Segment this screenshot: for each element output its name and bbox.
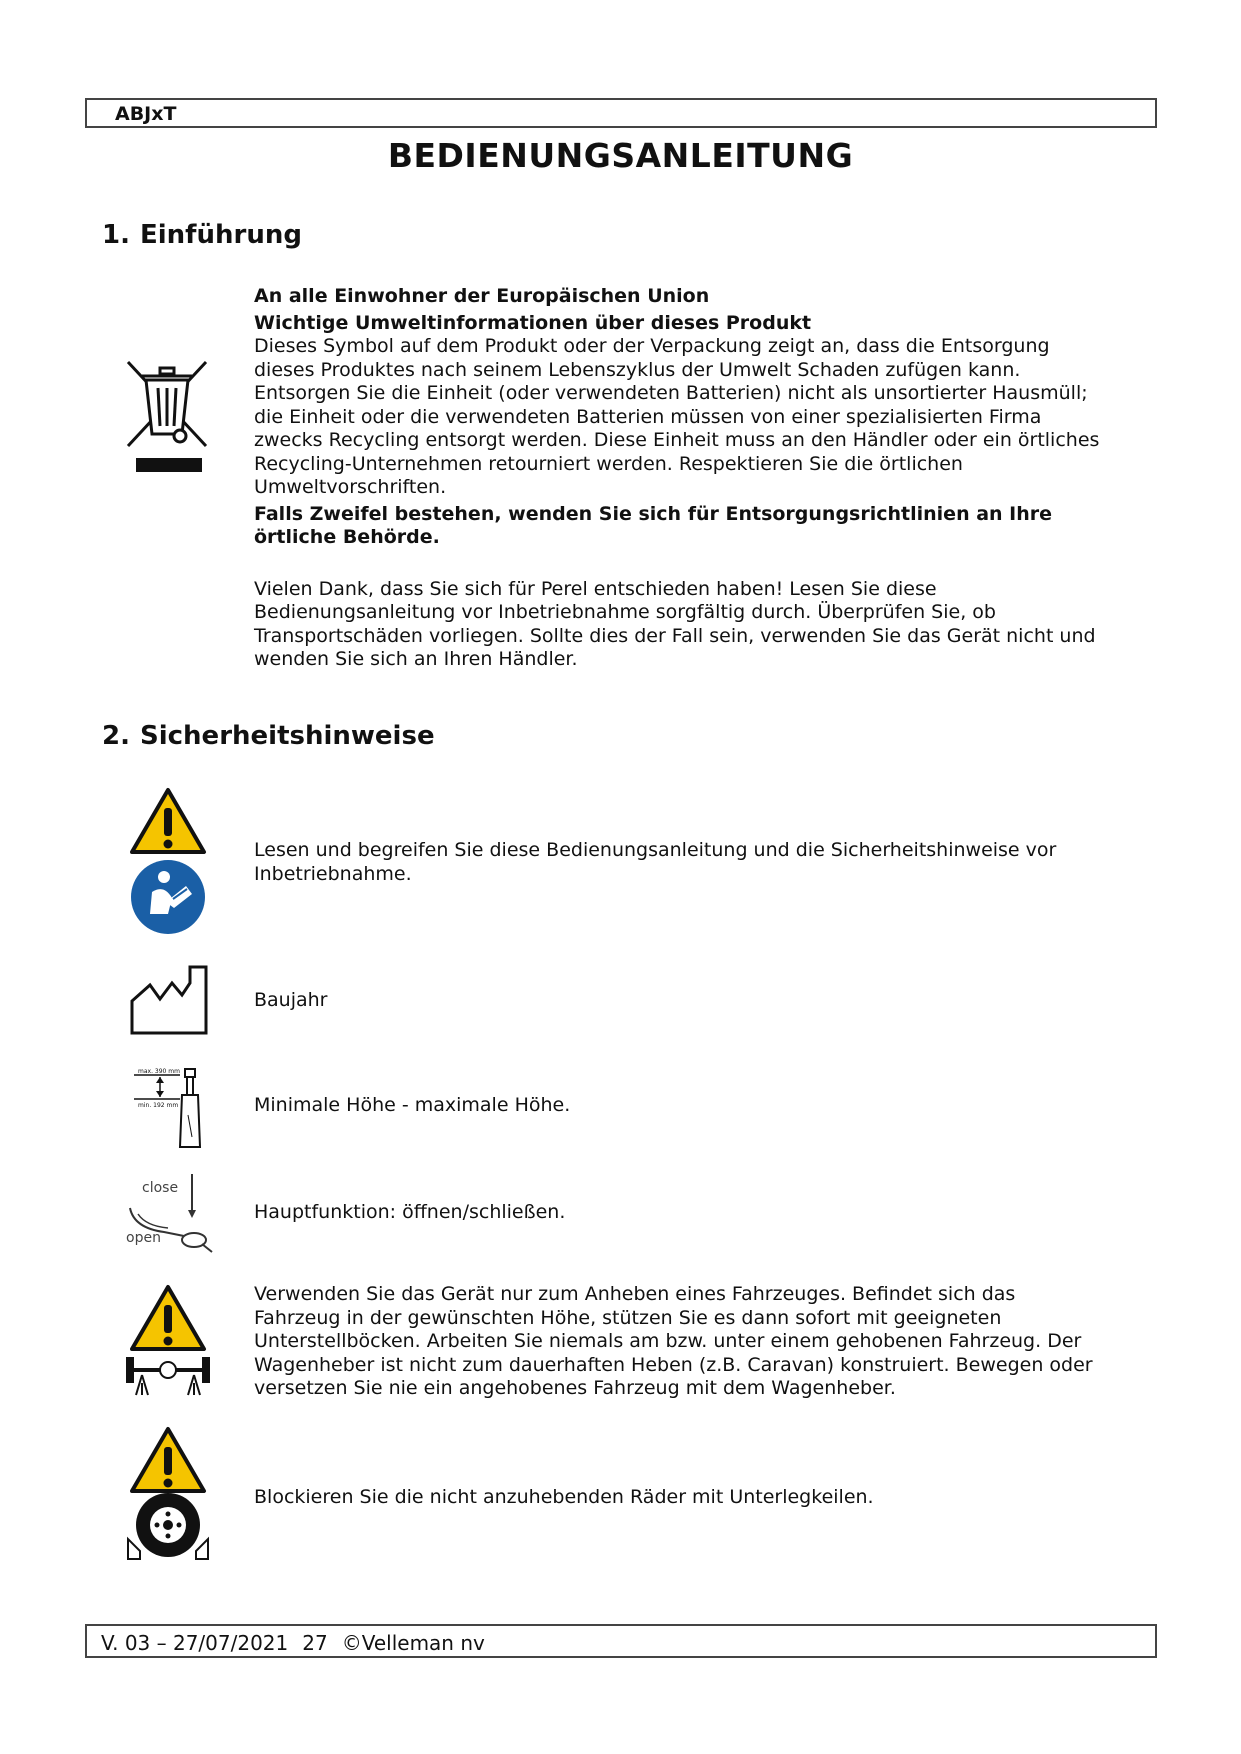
jack-height-icon [130, 1065, 212, 1151]
footer-text [101, 1631, 499, 1655]
header-box [85, 98, 1157, 128]
warning-and-read-manual-icon [128, 786, 208, 936]
warning-and-wheel-chock-icon [126, 1425, 212, 1561]
footer-box [85, 1624, 1157, 1658]
open-label: open [126, 1230, 161, 1246]
footer-page-number: 27 [302, 1631, 328, 1655]
safety-item-6-text: Blockieren Sie die nicht anzuhebenden Räder mit Unterlegkeilen. [254, 1486, 874, 1508]
safety-item-5-text: Verwenden Sie das Gerät nur zum Anheben eines Fahrzeuges. Befindet sich das Fahrzeug in der gewünschten Höhe, stützen Sie es dann sofort mit geeigneten Unterstellböcken. Arbeiten Sie niemals am bzw. unter einem gehobenen Fahrzeug. Der Wagenheber ist nicht zum dauerhaften Heben (z.B. Caravan) konstruiert. Bewegen oder versetzen Sie nie ein angehobenes Fahrzeug mit dem Wagenheber. [254, 1283, 1093, 1399]
footer-copyright: ©Velleman nv [341, 1631, 485, 1655]
warning-and-vehicle-support-icon [122, 1283, 214, 1401]
safety-item-3-text: Minimale Höhe - maximale Höhe. [254, 1094, 571, 1116]
safety-item-1-text: Lesen und begreifen Sie diese Bedienungsanleitung und die Sicherheitshinweise vor Inbetriebnahme. [254, 839, 1057, 885]
jack-max-label: max. 390 mm [138, 1068, 180, 1075]
factory-icon [128, 963, 210, 1037]
document-title: BEDIENUNGSANLEITUNG [387, 136, 854, 175]
section-1-heading: 1. Einführung [102, 220, 302, 250]
safety-item-2-text: Baujahr [254, 989, 328, 1011]
close-label: close [142, 1180, 179, 1196]
safety-item-4-text: Hauptfunktion: öffnen/schließen. [254, 1201, 566, 1223]
jack-min-label: min. 192 mm [138, 1102, 179, 1109]
section-1-intro: An alle Einwohner der Europäischen Union Wichtige Umweltinformationen über dieses Produkt Dieses Symbol auf dem Produkt oder der Verpackung zeigt an, dass die Entsorgung dieses Produktes nach seinem Lebenszyklus der Umwelt Schaden zufügen kann. Entsorgen Sie die Einheit (oder verwendeten Batterien) nicht als unsortierter Hausmüll; die Einheit oder die verwendeten Batterien müssen von einer spezialisierten Firma zwecks Recycling entsorgt werden. Diese Einheit muss an den Händler oder ein örtliches Recycling-Unternehmen retourniert werden. Respektieren Sie die örtlichen Umweltvorschriften. Falls Zweifel bestehen, wenden Sie sich für Entsorgungsrichtlinien an Ihre örtliche Behörde. Vielen Dank, dass Sie sich für Perel entschieden haben! Lesen Sie diese Bedienungsanleitung vor Inbetriebnahme sorgfältig durch. Überprüfen Sie, ob Transportschäden vorliegen. Sollte dies der Fall sein, verwenden Sie das Gerät nicht und wenden Sie sich an Ihren Händler. [254, 285, 1100, 670]
footer-version: V. 03 – 27/07/2021 [101, 1631, 289, 1655]
model-code: ABJxT [115, 103, 177, 125]
valve-open-close-icon [124, 1170, 216, 1254]
crossed-out-wheelie-bin-icon [124, 358, 210, 480]
section-2-heading: 2. Sicherheitshinweise [102, 721, 435, 751]
